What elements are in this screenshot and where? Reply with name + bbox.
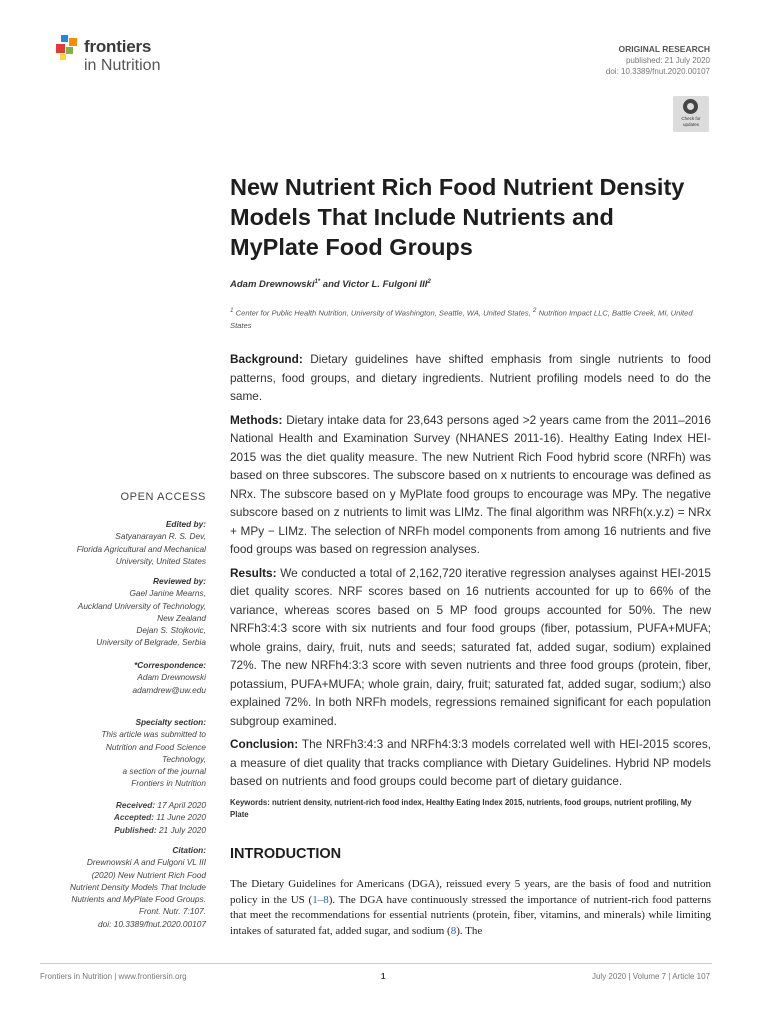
results-label: Results: [230,565,277,580]
authors [230,279,431,290]
introduction-paragraph [230,877,711,939]
reviewer-line: University of Belgrade, Serbia [96,637,206,648]
author-2-sup: 2 [427,279,431,285]
received-date [40,799,206,811]
editor-line: Florida Agricultural and Mechanical [76,543,206,554]
specialty-section [40,716,206,790]
intro-text-2: ). The DGA have continuously stressed the importance of nutrient-rich food patterns that meet the recommendations for essential nutrients (protein, fiber, vitamins, and minerals) while limiting intakes of saturated fat, added sugar, and sodium ( [230,893,711,937]
accepted-label: Accepted: [113,812,155,823]
abstract-methods [230,411,711,559]
article-title: New Nutrient Rich Food Nutrient Density Models That Include Nutrients and MyPlate Food Groups [230,174,685,260]
results-text: We conducted a total of 2,162,720 iterative regression analyses against HEI-2015 diet quality scores. NRF scores based on 16 nutrients accounted for up to 66% of the variance, whereas scores based on 5 MP food groups accounted for 50%. The new NRFh3:4:3 score with six nutrients and four food groups (fiber, potassium, PUFA+MUFA; whole grains, dairy, fruit, nuts and seeds; saturated fat, added sugar, sodium) explained 72%. The new NRFh4:3:3 score with seven nutrients and three food groups (protein, fiber, potassium, PUFA+MUFA; whole grain, dairy, fruit; saturated fat, added sugar, sodium;) also explained 72%. In both NRFh models, regressions remained significant for each population subgroup examined. [230,565,711,728]
background-label: Background: [230,352,303,366]
check-updates-icon [683,99,698,114]
conclusion-label: Conclusion: [230,737,299,751]
intro-text-1: The Dietary Guidelines for Americans (DGA), reissued every 5 years, are the basis of food and nutrition policy in the US ( [230,878,711,906]
check-updates-label: Check for updates [681,116,701,127]
published-sidebar-date [40,824,206,836]
citation-line: Nutrients and MyPlate Food Groups. [71,894,206,905]
affiliation-2: Nutrition Impact LLC, Battle Creek, MI, United States [230,308,693,330]
methods-text: Dietary intake data for 23,643 persons aged >2 years came from the 2011–2016 National Health and Examination Survey (NHANES 2011-16). Healthy Eating Index HEI-2015 was the diet quality measure. The new Nutrient Rich Food hybrid score (NRFh) was based on three subscores. The subscore based on x nutrients to encourage was defined as NRx. The subscore based on y MyPlate food groups to encourage was MPy. The negative subscore based on z nutrients to limit was LIMz. The final algorithm was NRFh(x.y.z) = NRx + MPy − LIMz. The selection of NRFh model components from among 16 nutrients and five food groups was based on regression analyses. [230,412,711,556]
abstract-conclusion [230,735,711,791]
affil-sup-1: 1 [230,307,234,314]
frontiers-logo-icon [56,35,80,61]
keywords: Keywords: nutrient density, nutrient-rich food index, Healthy Eating Index 2015, nutrients, food groups, nutrient profiling, My Plate [230,798,692,819]
reference-link[interactable]: 8 [450,924,457,937]
edited-by-label: Edited by: [165,519,206,529]
author-1[interactable]: Adam Drewnowski [230,279,315,291]
specialty-label: Specialty section: [135,717,206,727]
doi-link[interactable]: doi: 10.3389/fnut.2020.00107 [605,67,710,76]
article-type: ORIGINAL RESEARCH [618,44,710,54]
reviewed-by-label: Reviewed by: [152,576,206,586]
received-value: 17 April 2020 [155,800,206,810]
intro-text-3: ). The [456,924,483,937]
correspondence-name: Adam Drewnowski [137,672,206,683]
reviewed-by-section [40,575,206,649]
journal-name-line2: in Nutrition [84,57,161,74]
editor-line[interactable]: Satyanarayan R. S. Dev, [115,531,206,542]
footer-divider [40,963,712,964]
citation-line: Front. Nutr. 7:107. [138,906,206,917]
correspondence-email[interactable]: adamdrew@uw.edu [132,684,206,695]
reviewer-line[interactable]: Gael Janine Mearns, [129,588,206,599]
affil-sup-2: 2 [532,307,537,314]
citation-line: (2020) New Nutrient Rich Food [91,869,206,880]
published-value: 21 July 2020 [156,824,206,835]
editor-line: University, United States [115,555,206,566]
citation-label: Citation: [172,845,206,855]
introduction-heading: INTRODUCTION [230,846,342,862]
conclusion-text: The NRFh3:4:3 and NRFh4:3:3 models correlated well with HEI-2015 scores, a measure of diet quality that tracks compliance with Dietary Guidelines. Hybrid NP models based on nutrients and food groups could become part of dietary guidance. [230,737,711,788]
accepted-value: 11 June 2020 [154,812,206,823]
background-text: Dietary guidelines have shifted emphasis from single nutrients to food patterns, food groups, and dietary ingredients. Nutrient profiling models need to do the same. [230,352,711,403]
correspondence-label: *Correspondence: [134,660,206,670]
affiliation-1: Center for Public Health Nutrition, University of Washington, Seattle, WA, United States, [233,308,533,318]
specialty-line: Frontiers in Nutrition [131,778,206,789]
citation-line: Nutrient Density Models That Include [69,881,206,892]
published-date: published: 21 July 2020 [625,56,710,65]
specialty-line: a section of the journal [122,766,206,777]
correspondence-section [40,659,206,696]
citation-section [40,844,206,930]
citation-doi[interactable]: doi: 10.3389/fnut.2020.00107 [98,918,206,929]
reviewer-line[interactable]: Dejan S. Stojkovic, [136,625,206,636]
abstract [230,350,711,796]
reviewer-line: Auckland University of Technology, [77,600,206,611]
reference-link[interactable]: 1–8 [312,893,329,906]
author-2[interactable]: and Victor L. Fulgoni III [320,279,428,291]
journal-name-line1: frontiers [84,37,152,56]
published-label: Published: [114,824,157,835]
page-number: 1 [381,972,386,981]
received-label: Received: [115,800,156,810]
check-for-updates-button[interactable] [673,96,709,132]
abstract-background [230,350,711,406]
footer-issue-info: July 2020 | Volume 7 | Article 107 [591,972,710,981]
affiliations [230,305,700,332]
dates-section [40,799,206,836]
reviewer-line: New Zealand [157,612,206,623]
specialty-line: Nutrition and Food Science [105,741,206,752]
article-meta [606,44,710,77]
journal-logo[interactable] [56,33,196,77]
author-1-sup: 1* [314,279,321,285]
citation-line: Drewnowski A and Fulgoni VL III [86,857,206,868]
accepted-date [40,811,206,823]
methods-label: Methods: [230,412,283,427]
specialty-line: Technology, [162,753,206,764]
specialty-line: This article was submitted to [101,729,206,740]
open-access-label: OPEN ACCESS [120,491,206,503]
abstract-results [230,564,711,731]
footer-journal-link[interactable]: Frontiers in Nutrition | www.frontiersin.org [40,972,187,981]
edited-by-section [40,518,206,567]
